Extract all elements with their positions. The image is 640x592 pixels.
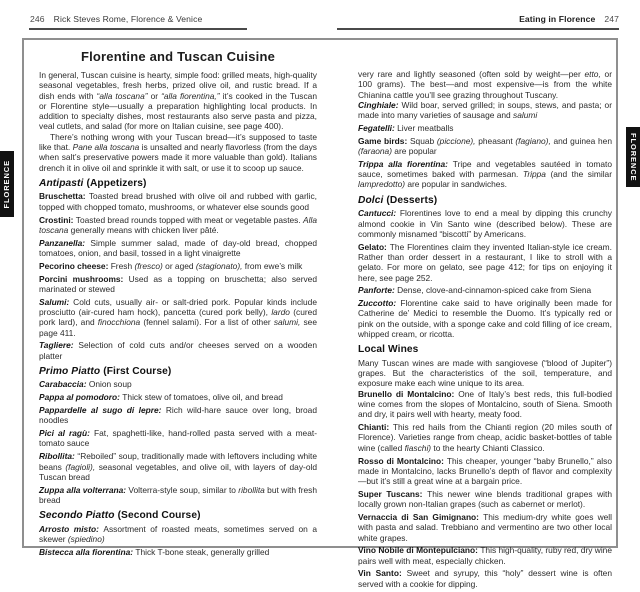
- menu-entry: Tagliere: Selection of cold cuts and/or cheeses served on a wooden platter: [39, 340, 317, 361]
- menu-entry-term: Zuppa alla volterrana:: [39, 484, 129, 495]
- menu-entry: Pici al ragù: Fat, spaghetti-like, hand-rolled pasta served with a meat-tomato sauce: [39, 428, 317, 449]
- menu-entry: Salumi: Cold cuts, usually air- or salt-dried pork. Popular kinds include prosciutto (air-cured ham hock), pancetta (cured pork belly), lardo (cured pork lard), and finocchiona (fennel salami). For a list of other salumi, see page 411.: [39, 296, 317, 338]
- menu-entry-term: Chianti:: [358, 422, 393, 433]
- left-column: [39, 46, 317, 560]
- menu-entry: Gelato: The Florentines claim they invented Italian-style ice cream. Rather than order dessert in a restaurant, I like to stroll with a gelato. For more on gelato, see page 412; for tips on enjoying it here, see page 252.: [358, 241, 612, 283]
- menu-entry: Zuppa alla volterrana: Volterra-style soup, similar to ribollita but with fresh bread: [39, 484, 317, 505]
- menu-entry-term: Trippa alla fiorentina:: [358, 158, 453, 169]
- menu-entry-term: Game birds:: [358, 135, 410, 146]
- menu-entry-term: Brunello di Montalcino:: [358, 388, 459, 399]
- menu-entry-term: Fegatelli:: [358, 122, 398, 133]
- page-number-left: 246: [30, 14, 45, 24]
- menu-entry: Cinghiale: Wild boar, served grilled; in soups, stews, and pasta; or made into many varieties of sausage and salumi: [358, 99, 612, 121]
- menu-entry-term: Pecorino cheese:: [39, 260, 111, 271]
- menu-entry-term: Rosso di Montalcino:: [358, 455, 447, 466]
- menu-entry-term: Salumi:: [39, 296, 74, 307]
- menu-entry-term: Pappardelle al sugo di lepre:: [39, 405, 166, 416]
- page-header-left: [30, 14, 202, 24]
- menu-entry-term: Super Tuscans:: [358, 488, 428, 499]
- menu-entry-term: Tagliere:: [39, 340, 79, 351]
- menu-entry: Vin Santo: Sweet and syrupy, this “holy” dessert wine is often served with a cookie for dipping.: [358, 568, 612, 589]
- menu-entry: Panzanella: Simple summer salad, made of day-old bread, chopped tomatoes, onion, and basil, tossed in a light vinaigrette: [39, 237, 318, 258]
- menu-entry: Ribollita: “Reboiled” soup, traditionally made with leftovers including white beans (fagioli), seasonal vegetables, and olive oil, with layers of day-old Tuscan bread: [39, 451, 317, 482]
- menu-entry-term: Bruschetta:: [39, 191, 89, 202]
- menu-entry: Super Tuscans: This newer wine blends traditional grapes with locally grown non-Italian grapes (such as cabernet or merlot).: [358, 488, 612, 510]
- menu-entry: Porcini mushrooms: Used as a topping on bruschetta; also served marinated or stewed: [39, 273, 317, 294]
- menu-entry-term: Vin Santo:: [358, 568, 407, 579]
- menu-entry: Crostini: Toasted bread rounds topped with meat or vegetable pastes. Alla toscana generally means with chicken liver pâté.: [39, 214, 317, 235]
- book-title: Rick Steves Rome, Florence & Venice: [53, 14, 203, 24]
- menu-entry: Brunello di Montalcino: One of Italy’s best reds, this full-bodied wine comes from the slopes of Montalcino, south of Siena. Smooth and dry, it pairs well with hearty, meaty food.: [358, 388, 612, 420]
- menu-entry: Bruschetta: Toasted bread brushed with olive oil and rubbed with garlic, topped with chopped tomato, mushrooms, or whatever else sounds good: [39, 191, 317, 212]
- edge-tab-label: FLORENCE: [2, 159, 12, 209]
- right-column: [358, 69, 612, 592]
- section-heading: Antipasti (Appetizers): [39, 177, 147, 189]
- menu-entry-term: Crostini:: [39, 214, 76, 225]
- menu-entry-term: Pici al ragù:: [39, 428, 94, 439]
- header-rule-left: [29, 28, 247, 30]
- menu-entry: Pappardelle al sugo di lepre: Rich wild-hare sauce over long, broad noodles: [39, 405, 317, 426]
- menu-entry: Arrosto misto: Assortment of roasted meats, sometimes served on a skewer (spiedino): [39, 523, 317, 544]
- sidebar-title: Florentine and Tuscan Cuisine: [80, 49, 276, 64]
- menu-entry: Zuccotto: Florentine cake said to have originally been made for Catherine de’ Medici to resemble the Duomo. It’s typically red or pink on the outside, with a sponge cake and cold filling of ice cream, whipped cream, or ricotta.: [358, 298, 612, 340]
- edge-tab-florence-right: [626, 127, 640, 187]
- menu-entry: Trippa alla fiorentina: Tripe and vegetables sautéed in tomato sauce, sometimes baked with parmesan. Trippa (and the similar lampredotto) are popular in sandwiches.: [358, 158, 612, 190]
- menu-entry: Pappa al pomodoro: Thick stew of tomatoes, olive oil, and bread: [39, 392, 283, 403]
- page-header-right: [519, 14, 619, 24]
- page-number-right: 247: [604, 14, 619, 24]
- menu-entry-term: Vernaccia di San Gimignano:: [358, 511, 484, 522]
- paragraph: There’s nothing wrong with your Tuscan bread—it’s supposed to taste like that. Pane alla toscana is unsalted and nearly flavorless (from the days when salt’s preservative powers made it more valuable than gold). Italians drench it in olive oil and sprinkle it with salt, or use it to scoop up sauce.: [39, 131, 317, 173]
- menu-entry-term: Cinghiale:: [358, 99, 402, 110]
- header-rule-right: [337, 28, 619, 30]
- menu-entry: Game birds: Squab (piccione), pheasant (fagiano), and guinea hen (faraona) are popular: [358, 135, 612, 157]
- menu-entry-term: Pappa al pomodoro:: [39, 392, 123, 403]
- paragraph: In general, Tuscan cuisine is hearty, simple food: grilled meats, high-quality seasonal vegetables, fresh herbs, prized olive oil, and rustic bread. If a dish ends with “alla toscana” or “alla fiorentina,” it’s cooked in the Tuscan or Florentine style—usually a preparation highlighting local products. In addition to specialty dishes, most restaurants also serve pasta and pizza, veal cutlets, and salad (for more on Italian cuisine, see page 400).: [39, 70, 317, 132]
- menu-entry-term: Vino Nobile di Montepulciano:: [358, 545, 481, 556]
- section-heading: Local Wines: [358, 344, 419, 356]
- menu-entry: Vernaccia di San Gimignano: This medium-dry white goes well with pasta and salad. Trebbiano and vermentino are two other local white grapes.: [358, 511, 613, 543]
- menu-entry-term: Zuccotto:: [358, 298, 401, 309]
- edge-tab-florence-left: [0, 151, 14, 217]
- menu-entry-term: Arrosto misto:: [39, 523, 104, 534]
- menu-entry: Chianti: This red hails from the Chianti region (20 miles south of Florence). Varieties range from cheap, acidic basket-bottles of table wine (called fiaschi) to the hearty Chianti Classico.: [358, 422, 612, 453]
- menu-entry: Bistecca alla fiorentina: Thick T-bone steak, generally grilled: [39, 546, 270, 557]
- menu-entry: Pecorino cheese: Fresh (fresco) or aged (stagionato), from ewe’s milk: [39, 260, 303, 271]
- section-heading: Secondo Piatto (Second Course): [39, 510, 201, 522]
- menu-entry: Cantucci: Florentines love to end a meal by dipping this crunchy almond cookie in Vin Santo wine (described below). These are commonly misnamed “biscotti” by Americans.: [358, 208, 612, 239]
- cuisine-sidebar-box: [22, 38, 618, 589]
- paragraph: very rare and lightly seasoned (often sold by weight—per etto, or 100 grams). The best—and most expensive—is from the white Chianina cattle you’ll see grazing throughout Tuscany.: [358, 69, 612, 100]
- menu-entry-term: Bistecca alla fiorentina:: [39, 546, 136, 557]
- menu-entry-term: Porcini mushrooms:: [39, 273, 129, 284]
- chapter-title: Eating in Florence: [519, 14, 596, 24]
- menu-entry: Panforte: Dense, clove-and-cinnamon-spiced cake from Siena: [358, 285, 592, 296]
- menu-entry-term: Ribollita:: [39, 451, 78, 462]
- section-heading: Primo Piatto (First Course): [39, 365, 172, 377]
- menu-entry: Rosso di Montalcino: This cheaper, younger “baby Brunello,” also made in Montalcino, lacks Brunello’s depth of flavor and complexity—but it’s still a great wine at a bargain price.: [358, 455, 612, 487]
- edge-tab-label: FLORENCE: [628, 132, 638, 182]
- menu-entry-term: Carabaccia:: [39, 379, 89, 390]
- menu-entry: Vino Nobile di Montepulciano: This high-quality, ruby red, dry wine pairs well with meat, especially chicken.: [358, 545, 612, 566]
- menu-entry-term: Gelato:: [358, 241, 390, 252]
- menu-entry-term: Panforte:: [358, 285, 398, 296]
- menu-entry-term: Panzanella:: [39, 237, 91, 248]
- menu-entry: Carabaccia: Onion soup: [39, 379, 132, 390]
- paragraph: Many Tuscan wines are made with sangiovese (“blood of Jupiter”) grapes. But the characteristics of the soil, temperature, and exposure make each wine unique to its area.: [358, 357, 612, 389]
- menu-entry-term: Cantucci:: [358, 208, 400, 219]
- menu-entry: Fegatelli: Liver meatballs: [358, 122, 454, 133]
- section-heading: Dolci (Desserts): [358, 194, 438, 206]
